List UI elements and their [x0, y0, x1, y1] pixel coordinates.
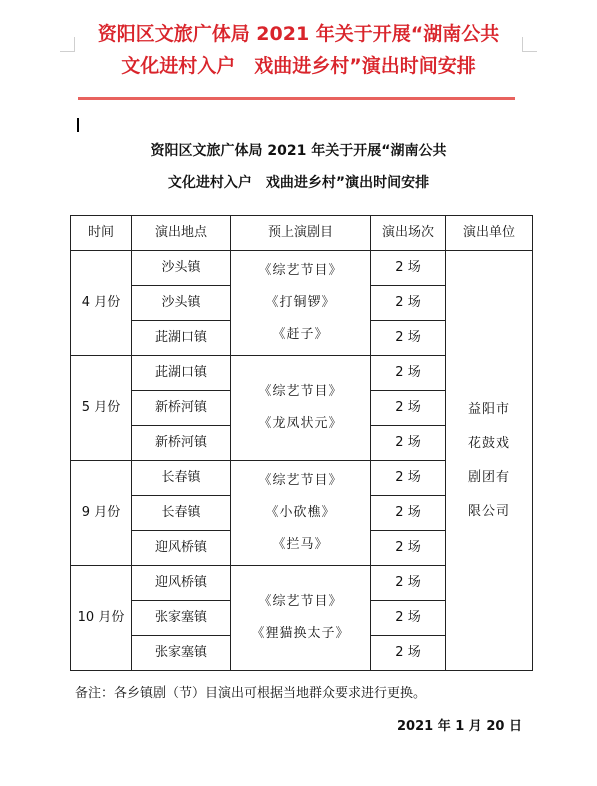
column-header-program: 预上演剧目 [231, 216, 371, 251]
count-cell [371, 566, 446, 601]
header-title-line1: 资阳区文旅广体局 2021 年关于开展“湖南公共 [97, 23, 500, 45]
program-title: 《赶子》 [272, 327, 329, 342]
month-cell: 4 月份 [71, 251, 132, 356]
count-value: 2 [395, 400, 404, 415]
location-cell: 张家塞镇 [132, 601, 231, 636]
performer-line: 限公司 [467, 503, 510, 519]
count-cell [371, 286, 446, 321]
location-cell: 新桥河镇 [132, 426, 231, 461]
count-value: 2 [395, 505, 404, 520]
count-cell [371, 531, 446, 566]
count-cell [371, 321, 446, 356]
location-cell: 茈湖口镇 [132, 321, 231, 356]
count-cell [371, 601, 446, 636]
month-cell: 9 月份 [71, 461, 132, 566]
program-title: 《拦马》 [272, 537, 329, 552]
table-row [71, 251, 533, 286]
count-value: 2 [395, 295, 404, 310]
column-header-performer: 演出单位 [446, 216, 533, 251]
count-unit: 场 [407, 365, 421, 380]
location-cell: 长春镇 [132, 461, 231, 496]
count-value: 2 [395, 470, 404, 485]
count-unit: 场 [407, 575, 421, 590]
program-title: 《小砍樵》 [265, 505, 336, 520]
count-value: 2 [395, 330, 404, 345]
count-cell [371, 356, 446, 391]
count-cell [371, 496, 446, 531]
program-cell [231, 356, 371, 461]
location-cell: 新桥河镇 [132, 391, 231, 426]
count-value: 2 [395, 610, 404, 625]
count-cell [371, 636, 446, 671]
location-cell: 茈湖口镇 [132, 356, 231, 391]
program-title: 《综艺节目》 [258, 473, 343, 488]
count-cell [371, 251, 446, 286]
header-title-line2: 文化进村入户 戏曲进乡村”演出时间安排 [121, 55, 476, 77]
location-cell: 迎风桥镇 [132, 531, 231, 566]
program-title: 《综艺节目》 [258, 384, 343, 399]
count-value: 2 [395, 575, 404, 590]
program-cell [231, 566, 371, 671]
performer-line: 剧团有 [467, 469, 510, 485]
count-value: 2 [395, 435, 404, 450]
count-unit: 场 [407, 260, 421, 275]
count-unit: 场 [407, 435, 421, 450]
location-cell: 沙头镇 [132, 251, 231, 286]
column-header-location: 演出地点 [132, 216, 231, 251]
program-cell [231, 251, 371, 356]
program-title: 《狸猫换太子》 [251, 626, 350, 641]
location-cell: 迎风桥镇 [132, 566, 231, 601]
document-title-line2: 文化进村入户 戏曲进乡村”演出时间安排 [167, 175, 430, 191]
count-unit: 场 [407, 540, 421, 555]
program-title: 《综艺节目》 [258, 594, 343, 609]
column-header-count: 演出场次 [371, 216, 446, 251]
count-unit: 场 [407, 610, 421, 625]
schedule-table-body [71, 216, 533, 671]
count-unit: 场 [407, 470, 421, 485]
count-cell [371, 461, 446, 496]
count-unit: 场 [407, 645, 421, 660]
count-unit: 场 [407, 505, 421, 520]
program-title: 《综艺节目》 [258, 263, 343, 278]
count-value: 2 [395, 260, 404, 275]
document-title-line1: 资阳区文旅广体局 2021 年关于开展“湖南公共 [150, 143, 447, 159]
table-header-row [71, 216, 533, 251]
count-unit: 场 [407, 295, 421, 310]
program-title: 《打铜锣》 [265, 295, 336, 310]
column-header-time: 时间 [71, 216, 132, 251]
count-cell [371, 391, 446, 426]
document-date: 2021 年 1 月 20 日 [397, 719, 522, 734]
performer-cell [446, 251, 533, 671]
text-cursor [77, 118, 79, 132]
location-cell: 沙头镇 [132, 286, 231, 321]
month-cell: 10 月份 [71, 566, 132, 671]
schedule-table [70, 215, 533, 671]
count-unit: 场 [407, 330, 421, 345]
footnote: 备注：各乡镇剧（节）目演出可根据当地群众要求进行更换。 [75, 686, 427, 701]
performer-line: 花鼓戏 [467, 435, 510, 451]
location-cell: 张家塞镇 [132, 636, 231, 671]
count-value: 2 [395, 540, 404, 555]
performer-line: 益阳市 [467, 401, 510, 417]
location-cell: 长春镇 [132, 496, 231, 531]
count-value: 2 [395, 645, 404, 660]
month-cell: 5 月份 [71, 356, 132, 461]
header-divider [78, 97, 515, 100]
program-cell [231, 461, 371, 566]
count-value: 2 [395, 365, 404, 380]
count-unit: 场 [407, 400, 421, 415]
program-title: 《龙凤状元》 [258, 416, 343, 431]
count-cell [371, 426, 446, 461]
